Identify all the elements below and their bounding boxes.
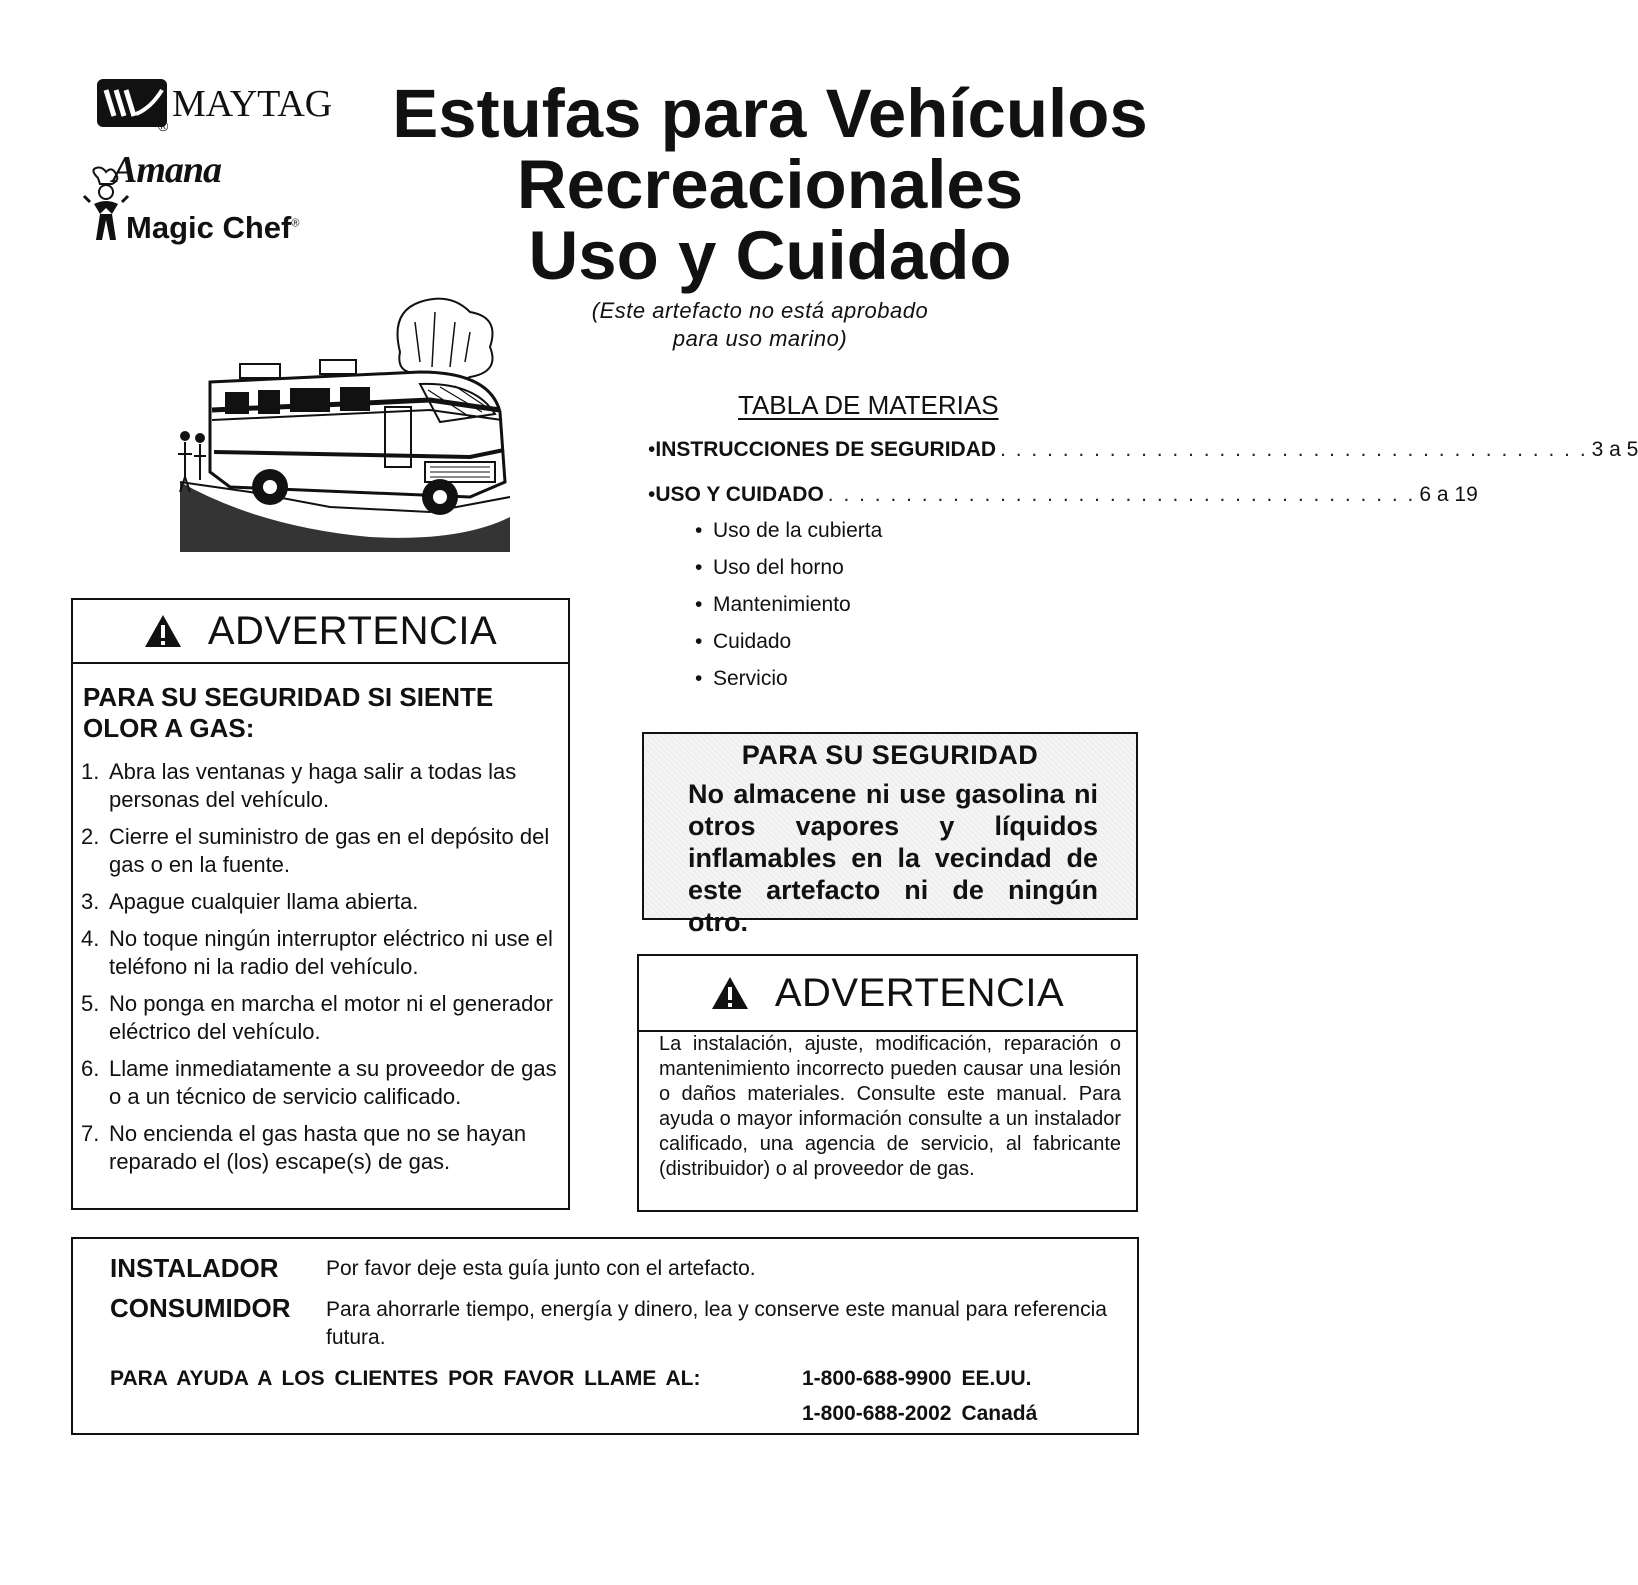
toc-bullet: • bbox=[695, 556, 703, 579]
toc-entry-pages: 3 a 5 bbox=[1591, 438, 1638, 461]
phone-number: 1-800-688-9900 bbox=[802, 1367, 952, 1390]
phone-number: 1-800-688-2002 bbox=[802, 1402, 952, 1425]
toc-subitem bbox=[695, 519, 882, 543]
safety-text: No almacene ni use gasolina ni otros vapores y líquidos inflamables en la vecindad de este artefacto ni de ningún otro. bbox=[688, 779, 1098, 937]
toc-subitem-label: Mantenimiento bbox=[713, 593, 851, 616]
chef-icon bbox=[80, 168, 130, 248]
toc-heading: TABLA DE MATERIAS bbox=[738, 390, 999, 420]
list-item bbox=[81, 888, 567, 916]
amana-logo: Amana bbox=[112, 149, 222, 191]
warning-header bbox=[73, 600, 568, 664]
toc-subitem-label: Uso de la cubierta bbox=[713, 519, 883, 542]
step-text: Cierre el suministro de gas en el depósito del gas o en la fuente. bbox=[109, 824, 550, 877]
step-number: 7. bbox=[81, 1121, 100, 1146]
toc-bullet: • bbox=[648, 483, 656, 506]
magic-chef-logo bbox=[126, 210, 299, 246]
toc-entry-label: USO Y CUIDADO bbox=[655, 483, 824, 506]
customer-help-label: PARA AYUDA A LOS CLIENTES POR FAVOR LLAME AL: bbox=[110, 1367, 701, 1390]
toc-bullet: • bbox=[695, 519, 703, 542]
toc-bullet: • bbox=[695, 630, 703, 653]
rv-illustration bbox=[170, 292, 520, 552]
toc-bullet: • bbox=[695, 667, 703, 690]
installer-text: Por favor deje esta guía junto con el artefacto. bbox=[326, 1257, 756, 1280]
gas-warning-steps bbox=[81, 758, 567, 1185]
magic-chef-registered-mark: ® bbox=[291, 217, 300, 230]
maytag-wordmark: MAYTAG bbox=[172, 83, 333, 125]
toc-subitem-label: Cuidado bbox=[713, 630, 792, 653]
safety-title: PARA SU SEGURIDAD bbox=[741, 740, 1039, 770]
warning-title: ADVERTENCIA bbox=[774, 970, 1065, 1015]
step-text: Llame inmediatamente a su proveedor de gas o a un técnico de servicio calificado. bbox=[109, 1056, 557, 1109]
list-item bbox=[81, 1055, 567, 1111]
step-text: Apague cualquier llama abierta. bbox=[109, 889, 419, 914]
page-subtitle bbox=[560, 297, 960, 353]
toc-leader-dots: . . . . . . . . . . . . . . . . . . . . . . . . . . . . . . . . . . . . . . bbox=[827, 483, 1416, 506]
toc-subitem bbox=[695, 667, 788, 691]
maytag-logo bbox=[96, 74, 336, 138]
toc-subitem bbox=[695, 593, 851, 617]
list-item bbox=[81, 758, 567, 814]
step-number: 6. bbox=[81, 1056, 100, 1081]
list-item bbox=[81, 1120, 567, 1176]
subtitle-line-2: para uso marino) bbox=[672, 326, 848, 351]
step-number: 1. bbox=[81, 759, 100, 784]
step-number: 4. bbox=[81, 926, 100, 951]
toc-leader-dots: . . . . . . . . . . . . . . . . . . . . . . . . . . . . . . . . . . . . . . bbox=[1000, 438, 1588, 461]
toc-entry-label: INSTRUCCIONES DE SEGURIDAD bbox=[655, 438, 997, 461]
toc-bullet: • bbox=[695, 593, 703, 616]
gas-warning-box bbox=[71, 598, 570, 1210]
title-line-1: Estufas para Vehículos bbox=[392, 75, 1148, 152]
toc-entry-use-care bbox=[648, 483, 1478, 507]
step-number: 3. bbox=[81, 889, 100, 914]
list-item bbox=[81, 990, 567, 1046]
step-text: No encienda el gas hasta que no se hayan reparado el (los) escape(s) de gas. bbox=[109, 1121, 527, 1174]
installation-warning-box bbox=[637, 954, 1138, 1212]
list-item bbox=[81, 823, 567, 879]
phone-canada bbox=[802, 1402, 1037, 1426]
installer-consumer-box bbox=[71, 1237, 1139, 1435]
title-line-2: Recreacionales bbox=[516, 146, 1024, 223]
warning-title: ADVERTENCIA bbox=[207, 608, 498, 653]
gas-warning-subheading-line-1: PARA SU SEGURIDAD SI SIENTE bbox=[83, 682, 494, 712]
installation-warning-text: La instalación, ajuste, modificación, reparación o mantenimiento incorrecto pueden causar una lesión o daños materiales. Consulte este manual. Para ayuda o mayor información consulte a un instalador calificado, una agencia de servicio, al fabricante (distribuidor) o al proveedor de gas. bbox=[659, 1033, 1121, 1180]
magic-chef-wordmark: Magic Chef bbox=[126, 210, 292, 245]
step-text: Abra las ventanas y haga salir a todas las personas del vehículo. bbox=[109, 759, 517, 812]
page-title bbox=[380, 75, 1160, 294]
gas-warning-subheading bbox=[83, 682, 493, 744]
gas-warning-subheading-line-2: OLOR A GAS: bbox=[83, 713, 255, 743]
step-text: No toque ningún interruptor eléctrico ni use el teléfono ni la radio del vehículo. bbox=[109, 926, 553, 979]
step-text: No ponga en marcha el motor ni el generador eléctrico del vehículo. bbox=[109, 991, 553, 1044]
title-line-3: Uso y Cuidado bbox=[528, 217, 1012, 294]
phone-country: Canadá bbox=[961, 1402, 1038, 1425]
toc-entry-safety bbox=[648, 438, 1638, 462]
toc-bullet: • bbox=[648, 438, 656, 461]
toc-subitem-label: Uso del horno bbox=[713, 556, 844, 579]
warning-triangle-icon bbox=[144, 614, 182, 648]
warning-triangle-icon bbox=[711, 976, 749, 1010]
toc-entry-pages: 6 a 19 bbox=[1419, 483, 1478, 506]
consumer-label: CONSUMIDOR bbox=[110, 1293, 291, 1323]
toc-subitem bbox=[695, 556, 844, 580]
consumer-text: Para ahorrarle tiempo, energía y dinero, lea y conserve este manual para referencia futura. bbox=[326, 1298, 1107, 1349]
step-number: 2. bbox=[81, 824, 100, 849]
toc-subitem bbox=[695, 630, 791, 654]
phone-usa bbox=[802, 1367, 1031, 1391]
maytag-registered-mark: ® bbox=[158, 118, 169, 134]
subtitle-line-1: (Este artefacto no está aprobado bbox=[591, 298, 929, 323]
safety-notice-box bbox=[642, 732, 1138, 937]
warning-header bbox=[639, 956, 1136, 1032]
list-item bbox=[81, 925, 567, 981]
installer-label: INSTALADOR bbox=[110, 1253, 279, 1283]
phone-country: EE.UU. bbox=[961, 1367, 1032, 1390]
step-number: 5. bbox=[81, 991, 100, 1016]
toc-subitem-label: Servicio bbox=[713, 667, 788, 690]
